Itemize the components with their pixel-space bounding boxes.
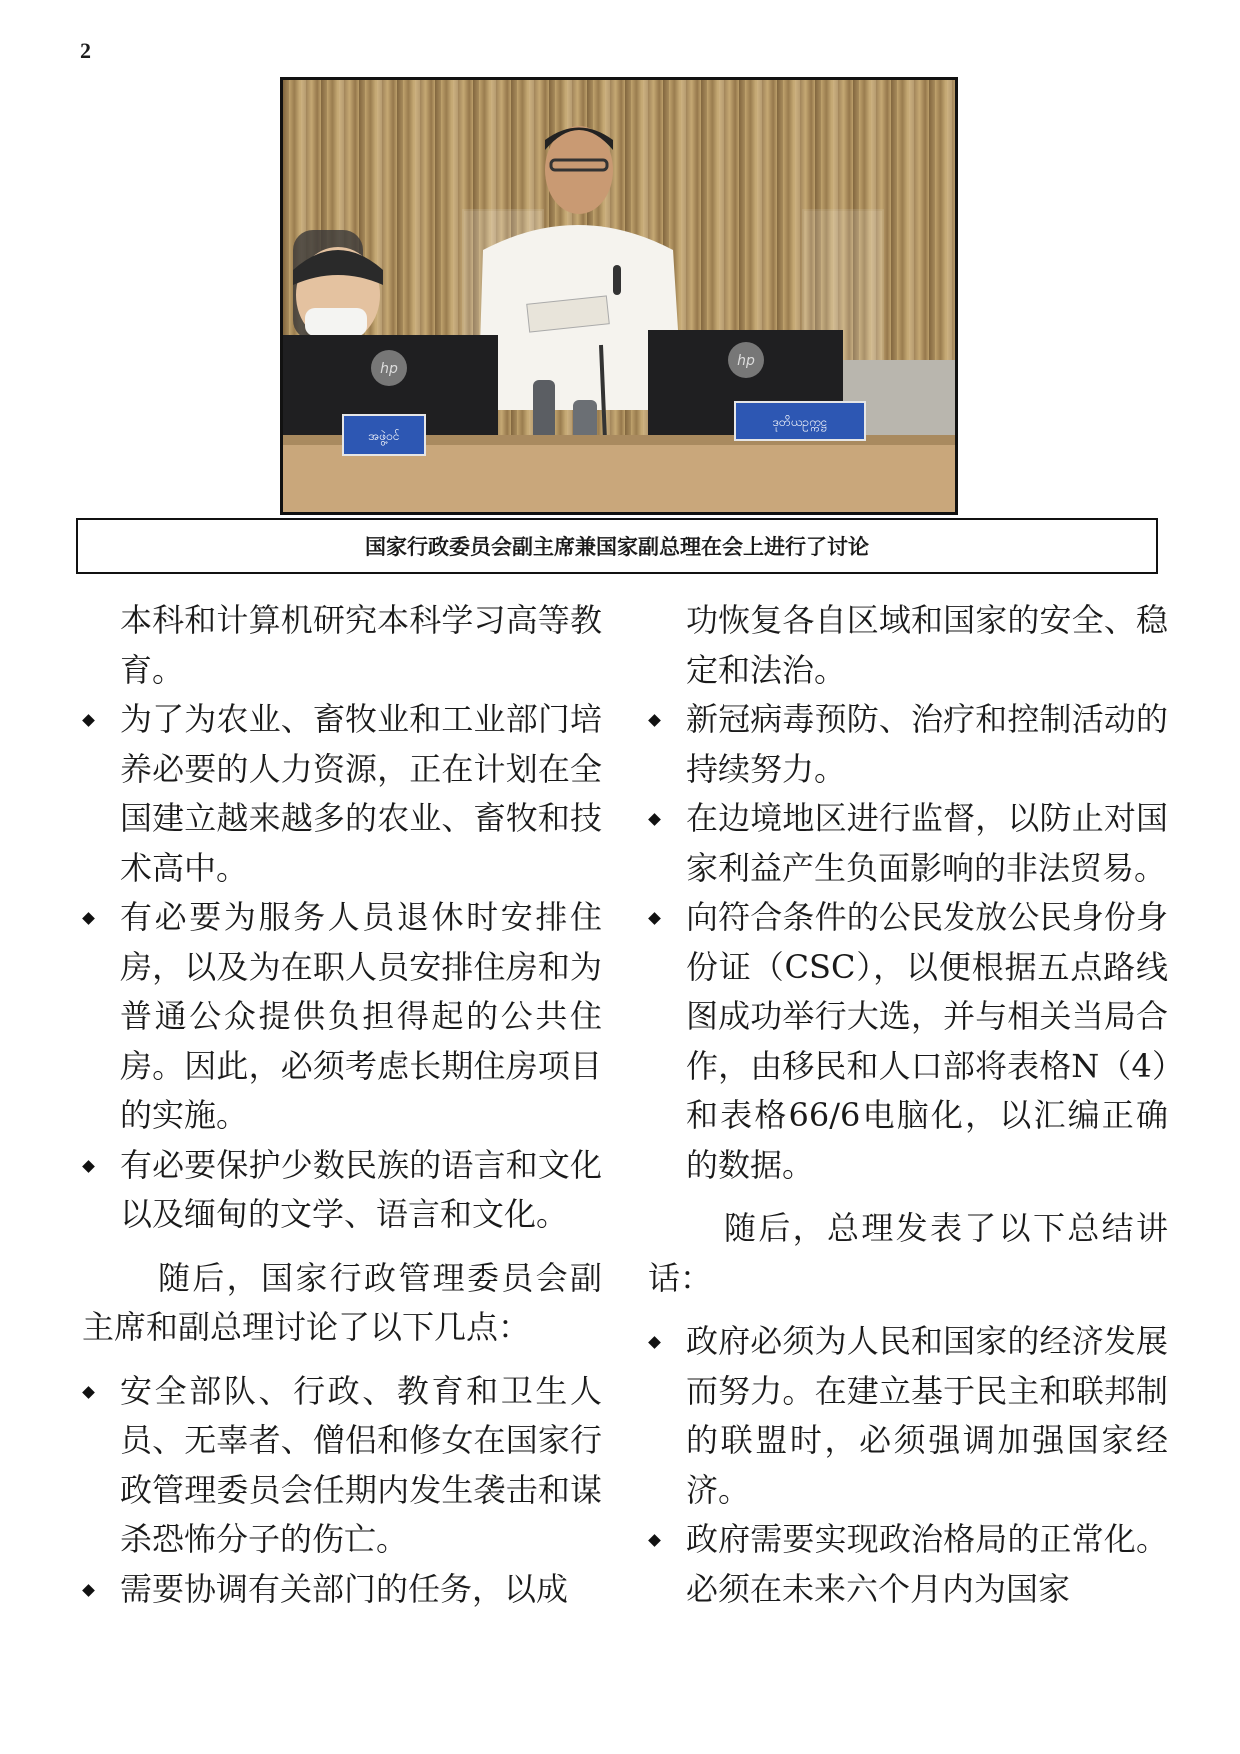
page-number: 2 [80,38,91,63]
nameplate-right-text: ဒုတိယဥက္ကဋ္ဌ [772,415,828,429]
photo-caption: 国家行政委员会副主席兼国家副总理在会上进行了讨论 [76,518,1158,574]
left-paragraph: 随后，国家行政管理委员会副主席和副总理讨论了以下几点： [82,1258,602,1346]
list-item: 需要协调有关部门的任务，以成 [82,1565,602,1615]
list-item: 政府必须为人民和国家的经济发展而努力。在建立基于民主和联邦制的联盟时，必须强调加强国家经济。 [648,1317,1168,1515]
diamond-bullet-icon [82,1160,95,1173]
diamond-bullet-icon [648,912,661,925]
list-item: 在边境地区进行监督，以防止对国家利益产生负面影响的非法贸易。 [648,794,1168,893]
diamond-bullet-icon [648,1336,661,1349]
list-item: 政府需要实现政治格局的正常化。必须在未来六个月内为国家 [648,1515,1168,1614]
meeting-photo [280,77,958,515]
left-column [82,596,602,1614]
diamond-bullet-icon [648,714,661,727]
diamond-bullet-icon [82,1584,95,1597]
right-paragraph: 随后，总理发表了以下总结讲话： [648,1209,1168,1297]
list-item: 有必要为服务人员退休时安排住房，以及为在职人员安排住房和为普通公众提供负担得起的公共住房。因此，必须考虑长期住房项目的实施。 [82,893,602,1141]
diamond-bullet-icon [82,1386,95,1399]
diamond-bullet-icon [82,912,95,925]
monitor-brand-left: hp [380,361,398,377]
left-continuation-text: 本科和计算机研究本科学习高等教育。 [120,601,602,689]
list-item: 有必要保护少数民族的语言和文化以及缅甸的文学、语言和文化。 [82,1141,602,1240]
left-bullet-list [82,695,602,1240]
right-continuation-text: 功恢复各自区域和国家的安全、稳定和法治。 [686,601,1168,689]
list-item: 向符合条件的公民发放公民身份身份证（CSC），以便根据五点路线图成功举行大选，并与相关当局合作，由移民和人口部将表格N（4）和表格66/6电脑化，以汇编正确的数据。 [648,893,1168,1190]
right-bullet-list [648,695,1168,1190]
diamond-bullet-icon [82,714,95,727]
list-item: 新冠病毒预防、治疗和控制活动的持续努力。 [648,695,1168,794]
monitor-brand-right: hp [737,353,755,369]
diamond-bullet-icon [648,1534,661,1547]
meeting-photo-illustration [283,80,955,512]
list-item: 为了为农业、畜牧业和工业部门培养必要的人力资源，正在计划在全国建立越来越多的农业、畜牧和技术高中。 [82,695,602,893]
right-column [648,596,1168,1614]
list-item: 安全部队、行政、教育和卫生人员、无辜者、僧侣和修女在国家行政管理委员会任期内发生袭击和谋杀恐怖分子的伤亡。 [82,1367,602,1565]
diamond-bullet-icon [648,813,661,826]
face-mask [305,308,367,336]
nameplate-left-text: အဖွဲ့ဝင် [368,429,400,443]
left-bullet-list-2 [82,1367,602,1615]
right-bullet-list-2 [648,1317,1168,1614]
